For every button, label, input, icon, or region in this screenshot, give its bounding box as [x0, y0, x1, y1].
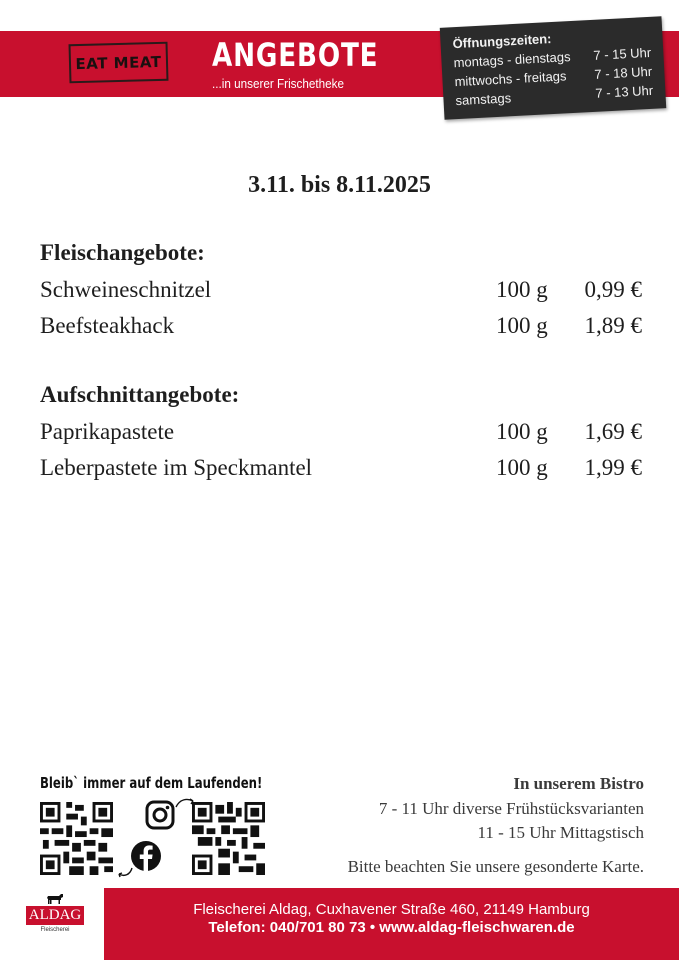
aldag-logo[interactable]: [26, 892, 84, 948]
item-qty: 100 g: [496, 455, 548, 480]
hours-days: montags - dienstags: [453, 49, 571, 71]
arrow-icon: [116, 866, 134, 878]
hours-time: 7 - 13 Uhr: [594, 82, 654, 101]
eat-meat-stamp: EAT MEAT: [69, 42, 169, 84]
item-name: Beefsteakhack: [40, 313, 175, 338]
logo-subtitle: Fleischerei: [40, 927, 70, 933]
item-name: Leberpastete im Speckmantel: [40, 455, 313, 480]
instagram-icon[interactable]: [145, 800, 175, 830]
item-qty: 100 g: [496, 313, 548, 338]
item-price: 0,99 €: [584, 277, 642, 302]
facebook-icon[interactable]: [130, 840, 162, 872]
hours-days: mittwochs - freitags: [454, 68, 567, 90]
footer-address: Fleischerei Aldag, Cuxhavener Straße 460, 21149 Hamburg: [193, 901, 590, 918]
qr-code-facebook[interactable]: [40, 802, 113, 875]
bistro-line: 11 - 15 Uhr Mittagstisch: [477, 823, 644, 842]
offer-item: [40, 277, 642, 307]
item-price: 1,69 €: [584, 419, 642, 444]
offer-item: [40, 455, 642, 485]
section-title-cold-cuts: Aufschnittangebote:: [40, 382, 240, 407]
item-qty: 100 g: [496, 277, 548, 302]
bistro-title: In unserem Bistro: [513, 774, 644, 793]
page-subtitle: ...in unserer Frischetheke: [212, 76, 345, 91]
opening-hours-title: Öffnungszeiten:: [452, 31, 552, 52]
bistro-line: 7 - 11 Uhr diverse Frühstücksvarianten: [378, 799, 644, 818]
footer-contact[interactable]: Telefon: 040/701 80 73 • www.aldag-fleischwaren.de: [208, 919, 575, 936]
item-name: Paprikapastete: [40, 419, 175, 444]
footer-band: [104, 888, 679, 960]
cow-icon: [46, 892, 64, 905]
bistro-note: Bitte beachten Sie unsere gesonderte Karte.: [347, 857, 644, 876]
offer-item: [40, 313, 642, 343]
social-heading: Bleib` immer auf dem Laufenden!: [40, 774, 263, 792]
logo-wordmark: ALDAG: [26, 906, 84, 925]
qr-code-instagram[interactable]: [192, 802, 265, 875]
hours-time: 7 - 15 Uhr: [593, 44, 652, 63]
hours-days: samstags: [455, 90, 512, 109]
date-range: 3.11. bis 8.11.2025: [248, 172, 431, 198]
item-price: 1,99 €: [584, 455, 642, 480]
item-name: Schweineschnitzel: [40, 277, 212, 302]
offer-item: [40, 419, 642, 449]
item-price: 1,89 €: [584, 313, 642, 338]
hours-time: 7 - 18 Uhr: [593, 63, 653, 82]
section-title-meat: Fleischangebote:: [40, 240, 205, 265]
page-title: ANGEBOTE: [212, 36, 379, 74]
item-qty: 100 g: [496, 419, 548, 444]
opening-hours-board: [440, 16, 667, 119]
